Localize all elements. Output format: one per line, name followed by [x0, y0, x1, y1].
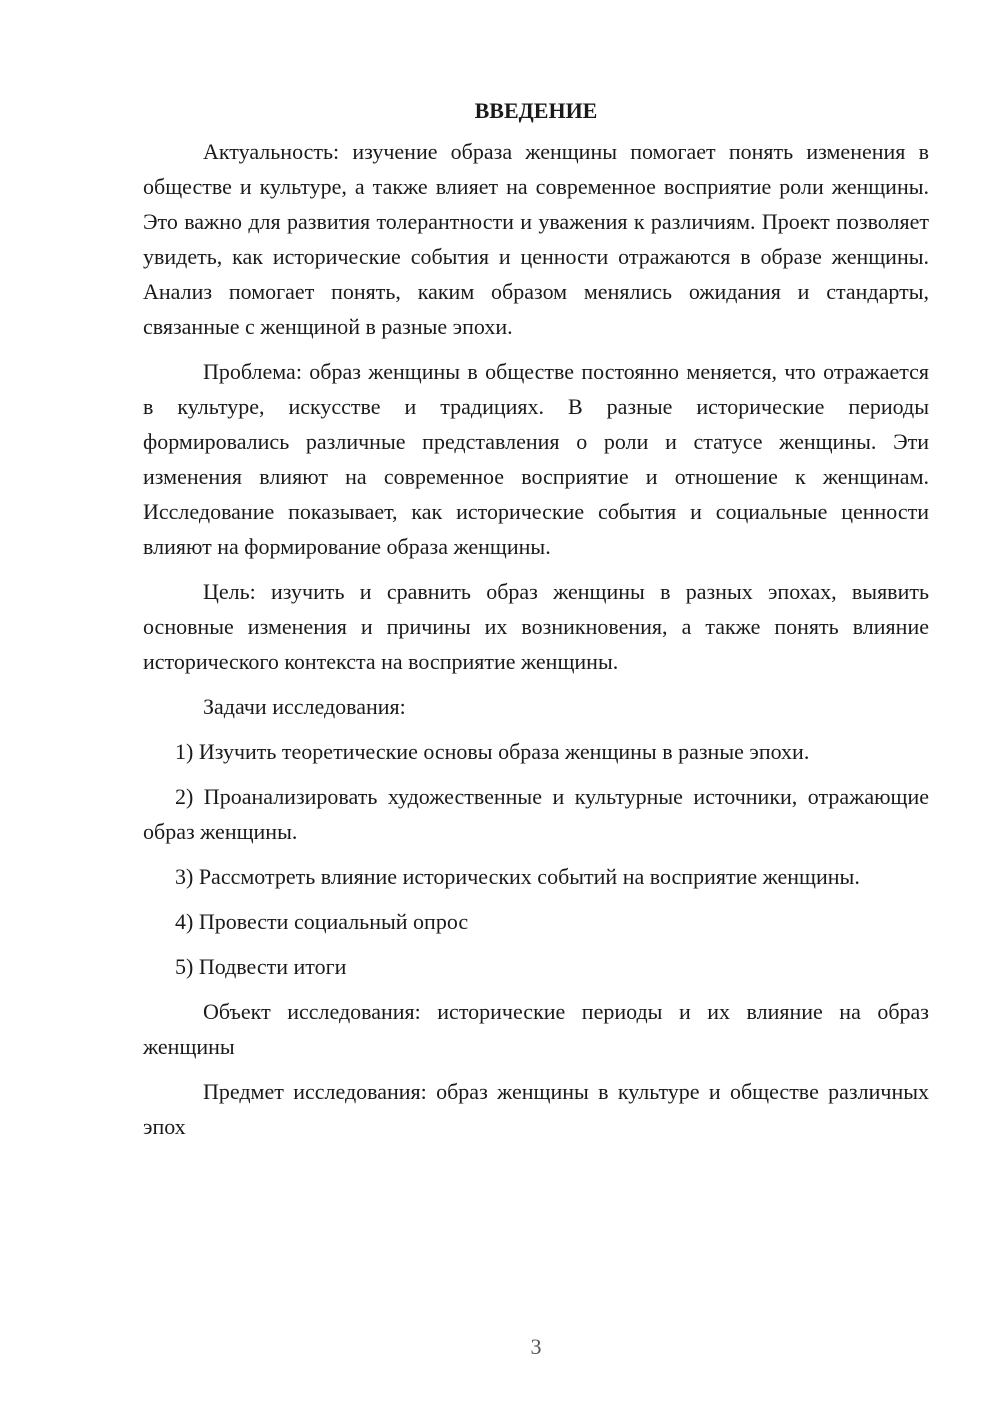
problem-paragraph: Проблема: образ женщины в обществе постоянно меняется, что отражается в культуре, искусстве и традициях. В разные исторические периоды формировались различные представления о роли и статусе женщины. Эти изменения влияют на современное восприятие и отношение к женщинам. Исследование показывает, как исторические события и социальные ценности влияют на формирование образа женщины.	[143, 359, 929, 559]
task-item-3: 3) Рассмотреть влияние исторических событий на восприятие женщины.	[175, 864, 860, 889]
task-item-2: 2) Проанализировать художественные и культурные источники, отражающие образ женщины.	[143, 784, 929, 844]
page-title: ВВЕДЕНИЕ	[474, 98, 598, 123]
relevance-paragraph: Актуальность: изучение образа женщины помогает понять изменения в обществе и культуре, а также влияет на современное восприятие роли женщины. Это важно для развития толерантности и уважения к различиям. Проект позволяет увидеть, как исторические события и ценности отражаются в образе женщины. Анализ помогает понять, каким образом менялись ожидания и стандарты, связанные с женщиной в разные эпохи.	[143, 139, 929, 339]
tasks-list	[143, 734, 929, 984]
task-item-1: 1) Изучить теоретические основы образа женщины в разные эпохи.	[175, 739, 810, 764]
task-item-5: 5) Подвести итоги	[175, 954, 347, 979]
page-number: 3	[530, 1334, 542, 1359]
document-page	[143, 88, 929, 1144]
tasks-heading: Задачи исследования:	[203, 694, 406, 719]
task-item-4: 4) Провести социальный опрос	[175, 909, 469, 934]
subject-paragraph: Предмет исследования: образ женщины в культуре и обществе различных эпох	[143, 1079, 929, 1139]
object-paragraph: Объект исследования: исторические периоды и их влияние на образ женщины	[143, 999, 929, 1059]
goal-paragraph: Цель: изучить и сравнить образ женщины в разных эпохах, выявить основные изменения и причины их возникновения, а также понять влияние исторического контекста на восприятие женщины.	[143, 579, 929, 674]
